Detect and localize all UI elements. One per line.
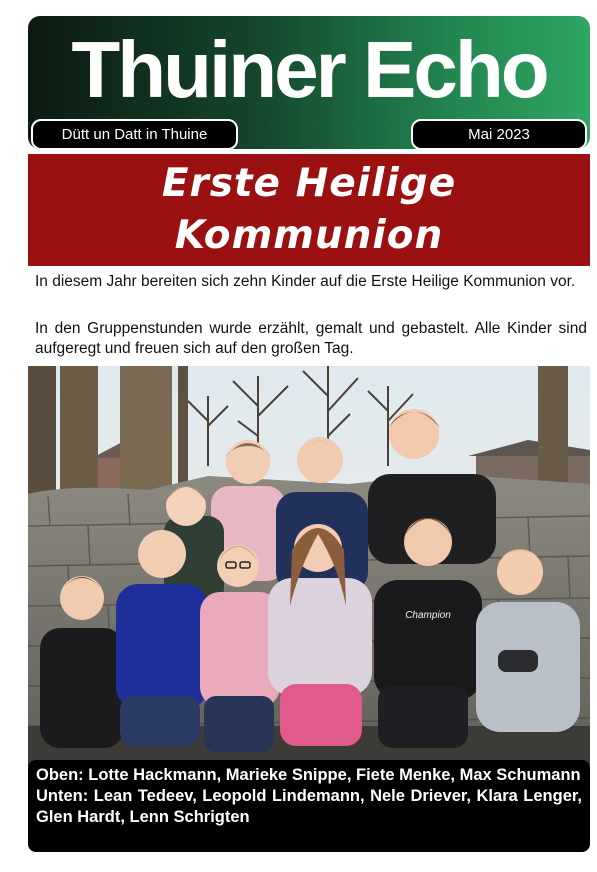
caption-top-row: Oben: Lotte Hackmann, Marieke Snippe, Fiete Menke, Max Schumann — [36, 766, 581, 784]
group-photo — [28, 366, 590, 766]
masthead — [28, 16, 590, 149]
caption-bottom-row: Unten: Lean Tedeev, Leopold Lindemann, Nele Driever, Klara Lenger, Glen Hardt, Lenn Schrigten — [36, 787, 582, 826]
headline-line-1: Erste Heilige — [161, 161, 457, 206]
newsletter-subtitle: Dütt un Datt in Thuine — [31, 119, 238, 149]
headline-title — [28, 158, 590, 262]
newsletter-title: Thuiner Echo — [71, 25, 547, 114]
issue-date: Mai 2023 — [411, 119, 587, 149]
headline-banner — [28, 154, 590, 266]
article-paragraph-1: In diesem Jahr bereiten sich zehn Kinder auf die Erste Heilige Kommunion vor. — [35, 273, 576, 290]
photo-caption — [28, 760, 590, 852]
headline-line-2: Kommunion — [174, 213, 444, 258]
sweater-print: Champion — [405, 610, 451, 621]
article-paragraph-2: In den Gruppenstunden wurde erzählt, gemalt und gebastelt. Alle Kinder sind aufgeregt und freuen sich auf den großen Tag. — [35, 320, 587, 357]
